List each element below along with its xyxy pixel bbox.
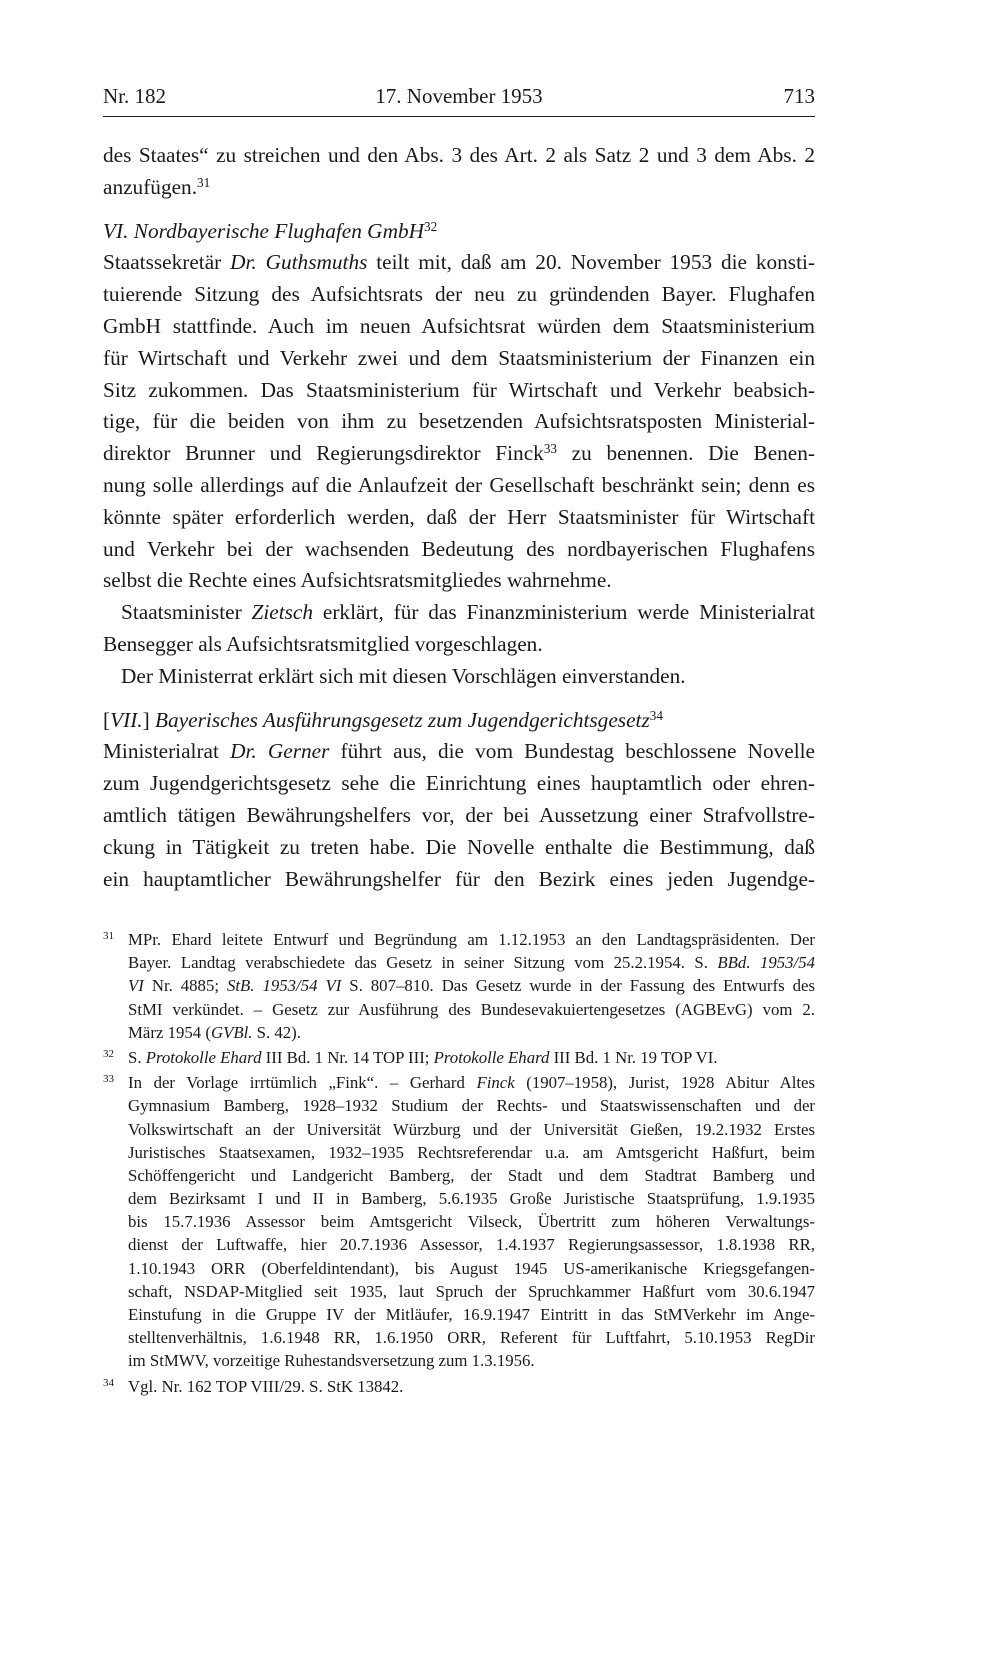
header-rule xyxy=(103,116,815,117)
citation: BBd. 1953/54 xyxy=(717,953,815,973)
citation: GVBl. xyxy=(210,1022,253,1042)
paragraph-continuation xyxy=(103,140,815,204)
footnote-line: Juristisches Staatsexamen, 1932–1935 Rechtsreferendar u.a. am Amtsgericht Haßfurt, beim xyxy=(128,1142,815,1162)
text-span: III Bd. 1 Nr. 19 TOP VI. xyxy=(549,1047,718,1067)
text-line xyxy=(103,438,815,470)
citation: Protokolle Ehard xyxy=(145,1047,262,1067)
footnote-33 xyxy=(103,1071,815,1372)
citation: VI xyxy=(128,976,144,996)
footnote-line xyxy=(128,974,815,997)
footnote-line: stelltenverhältnis, 1.6.1948 RR, 1.6.1950 ORR, Referent für Luftfahrt, 5.10.1953 RegDir xyxy=(128,1328,815,1348)
footnote-number: 33 xyxy=(103,1073,114,1086)
running-header xyxy=(103,84,815,114)
paragraph-gerner xyxy=(103,736,815,895)
text-span: erklärt, für das Finanzministerium werde Ministerialrat xyxy=(313,600,815,625)
text-line: ein hauptamtlicher Bewährungshelfer für den Bezirk eines jeden Jugendge- xyxy=(103,866,815,891)
footnote-number: 31 xyxy=(103,930,114,942)
text-line: könnte später erforderlich werden, daß der Herr Staatsminister für Wirtschaft xyxy=(103,504,815,529)
footnote-line xyxy=(128,1046,815,1069)
text-line: amtlich tätigen Bewährungshelfers vor, der bei Aussetzung einer Strafvollstre- xyxy=(103,802,815,827)
text-line: des Staates“ zu streichen und den Abs. 3 des Art. 2 als Satz 2 und 3 dem Abs. 2 xyxy=(103,143,815,167)
text-line: und Verkehr bei der wachsenden Bedeutung des nordbayerischen Flughafens xyxy=(103,536,815,561)
footnote-line xyxy=(128,951,815,974)
text-line xyxy=(103,247,815,279)
section-title: Bayerisches Ausführungsgesetz zum Jugendgerichtsgesetz xyxy=(155,707,650,732)
person-name: Finck xyxy=(476,1073,515,1093)
footnote-34 xyxy=(103,1375,815,1398)
speaker-name: Dr. Guthsmuths xyxy=(230,250,368,275)
section-title: VI. Nordbayerische Flughafen GmbH xyxy=(103,218,424,243)
citation: Protokolle Ehard xyxy=(433,1047,550,1067)
text-span: III Bd. 1 Nr. 14 TOP III; xyxy=(261,1047,434,1067)
text-line: GmbH stattfinde. Auch im neuen Aufsichtsrat würden dem Staatsministerium xyxy=(103,313,815,338)
footnote-number: 32 xyxy=(103,1047,114,1060)
main-text xyxy=(103,140,815,895)
footnote-ref-34[interactable]: 34 xyxy=(649,707,663,723)
text-span: Staatssekretär xyxy=(103,250,231,275)
footnote-line: Einstufung in die Gruppe IV der Mitläufer, 16.9.1947 Eintritt in das StMVerkehr im Ange- xyxy=(128,1305,815,1324)
footnotes xyxy=(103,928,815,1400)
text-span: Staatsminister xyxy=(121,600,252,625)
footnote-line xyxy=(128,1021,815,1044)
citation: StB. 1953/54 VI xyxy=(226,976,342,996)
text-span: Bayer. Landtag verabschiedete das Gesetz in seiner Sitzung vom 25.2.1954. S. xyxy=(128,953,718,973)
paragraph-zietsch xyxy=(103,597,815,661)
page-number: 713 xyxy=(783,84,815,108)
text-span: S. 42). xyxy=(252,1022,301,1042)
footnote-line: dienst der Luftwaffe, hier 20.7.1936 Assessor, 1.4.1937 Regierungsassessor, 1.8.1938 RR, xyxy=(128,1235,815,1255)
text-span: Nr. 4885; xyxy=(143,976,227,996)
footnote-line: schaft, NSDAP-Mitglied seit 1935, laut Spruch der Spruchkammer Haßfurt vom 30.6.1947 xyxy=(128,1281,815,1301)
footnote-line: Gymnasium Bamberg, 1928–1932 Studium der Rechts- und Staatswissenschaften und der xyxy=(128,1096,815,1116)
footnote-line: Volkswirtschaft an der Universität Würzburg und der Universität Gießen, 19.2.1932 Erstes xyxy=(128,1119,815,1139)
section-heading-vi xyxy=(103,216,815,248)
paragraph-decision xyxy=(103,661,815,693)
text-span: führt aus, die vom Bundestag beschlossene Novelle xyxy=(329,739,815,764)
footnote-ref-31[interactable]: 31 xyxy=(197,174,211,190)
footnote-number: 34 xyxy=(103,1376,114,1389)
text-line: für Wirtschaft und Verkehr zwei und dem Staatsministerium der Finanzen ein xyxy=(103,345,815,370)
text-span: anzufügen. xyxy=(103,174,198,199)
text-line xyxy=(103,597,815,629)
footnote-line: bis 15.7.1936 Assessor beim Amtsgericht Vilseck, Übertritt zum höheren Verwaltungs- xyxy=(128,1212,815,1232)
text-line: zum Jugendgerichtsgesetz sehe die Einrichtung eines hauptamtlich oder ehren- xyxy=(103,771,815,796)
speaker-name: Zietsch xyxy=(251,600,314,625)
footnote-line: 1.10.1943 ORR (Oberfeldintendant), bis August 1945 US-amerikanische Kriegsgefangen- xyxy=(128,1258,815,1278)
footnote-31 xyxy=(103,928,815,1044)
footnote-ref-33[interactable]: 33 xyxy=(543,440,557,456)
paragraph-guthsmuths xyxy=(103,247,815,597)
text-span: teilt mit, daß am 20. November 1953 die konsti- xyxy=(367,250,816,275)
section-number: VII. xyxy=(110,707,143,732)
bracket: ] xyxy=(142,707,156,732)
footnote-line: Schöffengericht und Landgericht Bamberg, der Stadt und dem Stadtrat Bamberg und xyxy=(128,1165,815,1185)
document-number: Nr. 182 xyxy=(103,84,166,108)
footnote-line: Vgl. Nr. 162 TOP VIII/29. S. StK 13842. xyxy=(128,1376,404,1396)
footnote-line: MPr. Ehard leitete Entwurf und Begründung am 1.12.1953 an den Landtagspräsidenten. Der xyxy=(128,930,815,949)
header-date: 17. November 1953 xyxy=(375,84,543,108)
footnote-ref-32[interactable]: 32 xyxy=(423,218,438,234)
text-span: Ministerialrat xyxy=(103,739,231,764)
text-line: ckung in Tätigkeit zu treten habe. Die Novelle enthalte die Bestimmung, daß xyxy=(103,834,815,859)
footnote-32 xyxy=(103,1046,815,1069)
bracket: [ xyxy=(103,707,111,732)
text-span: März 1954 ( xyxy=(128,1022,211,1042)
text-span: S. 807–810. Das Gesetz wurde in der Fassung des Entwurfs des xyxy=(341,976,815,996)
text-line: Der Ministerrat erklärt sich mit diesen Vorschlägen einverstanden. xyxy=(121,663,686,688)
footnote-line: StMI verkündet. – Gesetz zur Ausführung des Bundesevakuiertengesetzes (AGBEvG) vom 2. xyxy=(128,999,815,1019)
text-span: zu benennen. Die Benen- xyxy=(557,441,816,466)
text-span: direktor Brunner und Regierungsdirektor Finck xyxy=(103,441,544,466)
text-line xyxy=(103,736,815,768)
text-line: nung solle allerdings auf die Anlaufzeit der Gesellschaft beschränkt sein; denn es xyxy=(103,472,815,497)
text-line: tuierende Sitzung des Aufsichtsrats der neu zu gründenden Bayer. Flughafen xyxy=(103,282,815,307)
section-heading-vii xyxy=(103,705,815,737)
text-span: In der Vorlage irrtümlich „Fink“. – Gerhard xyxy=(128,1073,477,1093)
text-line: selbst die Rechte eines Aufsichtsratsmitgliedes wahrnehme. xyxy=(103,568,612,593)
footnote-line xyxy=(128,1071,815,1094)
footnote-line: im StMWV, vorzeitige Ruhestandsversetzung zum 1.3.1956. xyxy=(128,1351,535,1371)
speaker-name: Dr. Gerner xyxy=(230,739,330,764)
text-line: tige, für die beiden von ihm zu besetzenden Aufsichtsratsposten Ministerial- xyxy=(103,409,815,434)
text-line: Sitz zukommen. Das Staatsministerium für Wirtschaft und Verkehr beabsich- xyxy=(103,377,815,402)
text-span: (1907–1958), Jurist, 1928 Abitur Altes xyxy=(514,1073,815,1093)
text-line: Bensegger als Aufsichtsratsmitglied vorgeschlagen. xyxy=(103,631,543,656)
text-span: S. xyxy=(128,1047,146,1067)
footnote-line: dem Bezirksamt I und II in Bamberg, 5.6.1935 Große Juristische Staatsprüfung, 1.9.1935 xyxy=(128,1189,815,1209)
text-line xyxy=(103,172,815,204)
